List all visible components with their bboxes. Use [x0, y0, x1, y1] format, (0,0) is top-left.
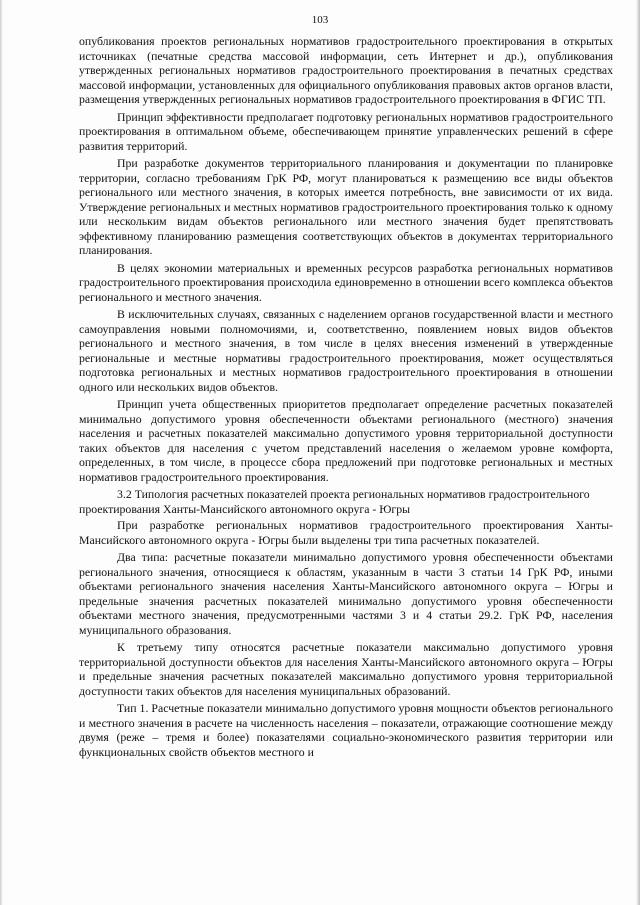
section-heading: 3.2 Типология расчетных показателей проекта региональных нормативов градостроительного проектирования Ханты-Мансийского автономного округа - Югры	[79, 487, 590, 516]
paragraph: В целях экономии материальных и временных ресурсов разработка региональных нормативов градостроительного проектирования происходила единовременно в отношении всего комплекса объектов регионального и местного значения.	[79, 260, 613, 304]
paragraph: При разработке региональных нормативов градостроительного проектирования Ханты-Мансийского автономного округа - Югры были выделены три типа расчетных показателей.	[79, 518, 613, 547]
page-number: 103	[311, 14, 329, 26]
paragraph: К третьему типу относятся расчетные показатели максимально допустимого уровня территориальной доступности объектов для населения Ханты-Мансийского автономного округа – Югры и предельные значения расчетных показателей максимально допустимого уровня территориальной доступности таких объектов для населения муниципальных образований.	[79, 640, 613, 698]
paragraph: опубликования проектов региональных нормативов градостроительного проектирования в открытых источниках (печатные средства массовой информации, сеть Интернет и др.), опубликования утвержденных региональных нормативов градостроительного проектирования в печатных средствах массовой информации, установленных для официального опубликования правовых актов органов власти, размещения утвержденных региональных нормативов градостроительного проектирования в ФГИС ТП.	[79, 34, 613, 106]
scan-edge-left	[0, 0, 3, 905]
document-body	[79, 34, 613, 762]
paragraph: Принцип эффективности предполагает подготовку региональных нормативов градостроительного проектирования в оптимальном объеме, обеспечивающем принятие управленческих решений в сфере развития территорий.	[79, 109, 613, 153]
paragraph: При разработке документов территориального планирования и документации по планировке территории, согласно требованиям ГрК РФ, могут планироваться к размещению все виды объектов регионального или местного значения, в которых имеется потребность, вне зависимости от их вида. Утверждение региональных и местных нормативов градостроительного проектирования только к одному или нескольким видам объектов регионального или местного значения будет препятствовать эффективному планированию размещения соответствующих объектов в документах территориального планирования.	[79, 156, 613, 257]
scan-edge-right	[636, 0, 640, 905]
paragraph: Два типа: расчетные показатели минимально допустимого уровня обеспеченности объектами регионального значения, относящиеся к областям, указанным в части 3 статьи 14 ГрК РФ, иными объектами регионального значения населения Ханты-Мансийского автономного округа – Югры и предельные значения расчетных показателей минимально допустимого уровня обеспеченности объектами местного значения, предусмотренными частями 3 и 4 статьи 29.2. ГрК РФ, населения муниципального образования.	[79, 550, 613, 637]
paragraph: Тип 1. Расчетные показатели минимально допустимого уровня мощности объектов регионального и местного значения в расчете на численность населения – показатели, отражающие соотношение между двумя (реже – тремя и более) показателями социально-экономического развития территории или функциональных свойств объектов местного и	[79, 701, 613, 759]
paragraph: В исключительных случаях, связанных с наделением органов государственной власти и местного самоуправления новыми полномочиями, и, соответственно, появлением новых видов объектов регионального и местного значения, в том числе в целях внесения изменений в утвержденные региональные и местные нормативы градостроительного проектирования, может осуществляться подготовка региональных и местных нормативов градостроительного проектирования в отношении одного или нескольких видов объектов.	[79, 307, 613, 394]
paragraph: Принцип учета общественных приоритетов предполагает определение расчетных показателей минимально допустимого уровня обеспеченности объектами регионального (местного) значения населения и расчетных показателей максимально допустимого уровня территориальной доступности таких объектов для населения с учетом представлений населения о желаемом уровне комфорта, определенных, в том числе, в процессе сбора предложений при подготовке региональных и местных нормативов градостроительного проектирования.	[79, 397, 613, 484]
